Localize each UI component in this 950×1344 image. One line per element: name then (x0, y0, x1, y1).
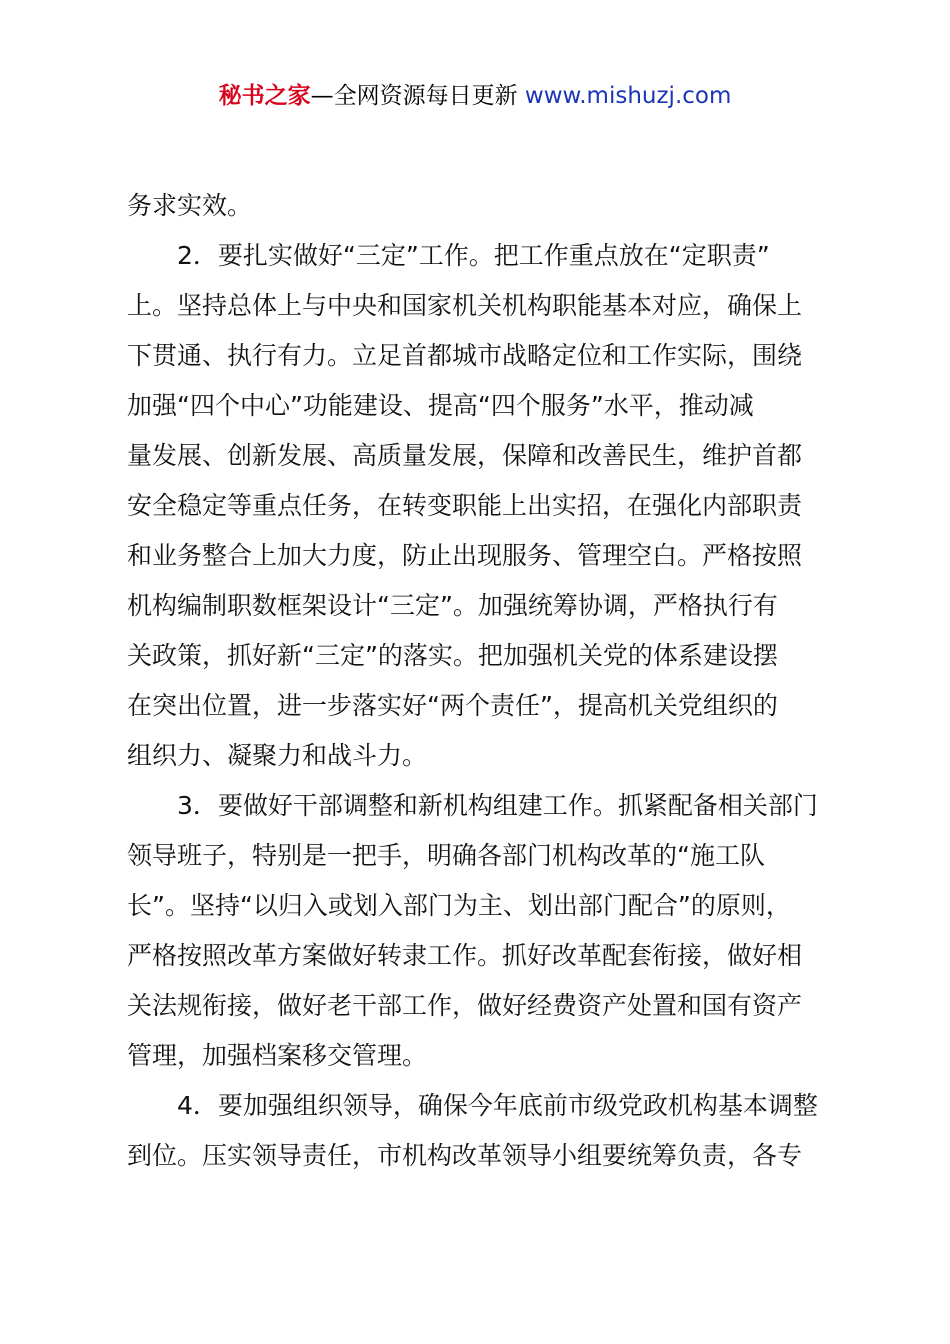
text-line: 量发展、创新发展、高质量发展，保障和改善民生，维护首都 (127, 441, 803, 470)
text-line: 组织力、凝聚力和战斗力。 (127, 741, 428, 770)
document-body (127, 181, 833, 1181)
page-header (0, 80, 950, 112)
text-line: 加强“四个中心”功能建设、提高“四个服务”水平，推动减 (127, 391, 754, 420)
text-line: 3．要做好干部调整和新机构组建工作。抓紧配备相关部门 (177, 791, 818, 820)
text-line: 长”。坚持“以归入或划入部门为主、划出部门配合”的原则， (127, 891, 791, 920)
text-line: 和业务整合上加大力度，防止出现服务、管理空白。严格按照 (127, 541, 803, 570)
text-line: 管理，加强档案移交管理。 (127, 1041, 428, 1070)
text-line: 领导班子，特别是一把手，明确各部门机构改革的“施工队 (127, 841, 765, 870)
text-line: 关政策，抓好新“三定”的落实。把加强机关党的体系建设摆 (127, 641, 778, 670)
text-line: 严格按照改革方案做好转隶工作。抓好改革配套衔接，做好相 (127, 941, 803, 970)
header-tagline: —全网资源每日更新 (310, 83, 518, 109)
text-line: 安全稳定等重点任务，在转变职能上出实招，在强化内部职责 (127, 491, 803, 520)
header-url[interactable]: www.mishuzj.com (524, 83, 732, 109)
header-brand: 秘书之家 (218, 83, 311, 109)
text-line: 下贯通、执行有力。立足首都城市战略定位和工作实际，围绕 (127, 341, 803, 370)
text-line: 到位。压实领导责任，市机构改革领导小组要统筹负责，各专 (127, 1141, 803, 1170)
text-line: 机构编制职数框架设计“三定”。加强统筹协调，严格执行有 (127, 591, 778, 620)
text-line: 上。坚持总体上与中央和国家机关机构职能基本对应，确保上 (127, 291, 803, 320)
text-line: 在突出位置，进一步落实好“两个责任”，提高机关党组织的 (127, 691, 778, 720)
text-line: 2．要扎实做好“三定”工作。把工作重点放在“定职责” (177, 241, 770, 270)
text-line: 关法规衔接，做好老干部工作，做好经费资产处置和国有资产 (127, 991, 803, 1020)
text-line: 务求实效。 (127, 191, 253, 220)
text-line: 4．要加强组织领导，确保今年底前市级党政机构基本调整 (177, 1091, 818, 1120)
